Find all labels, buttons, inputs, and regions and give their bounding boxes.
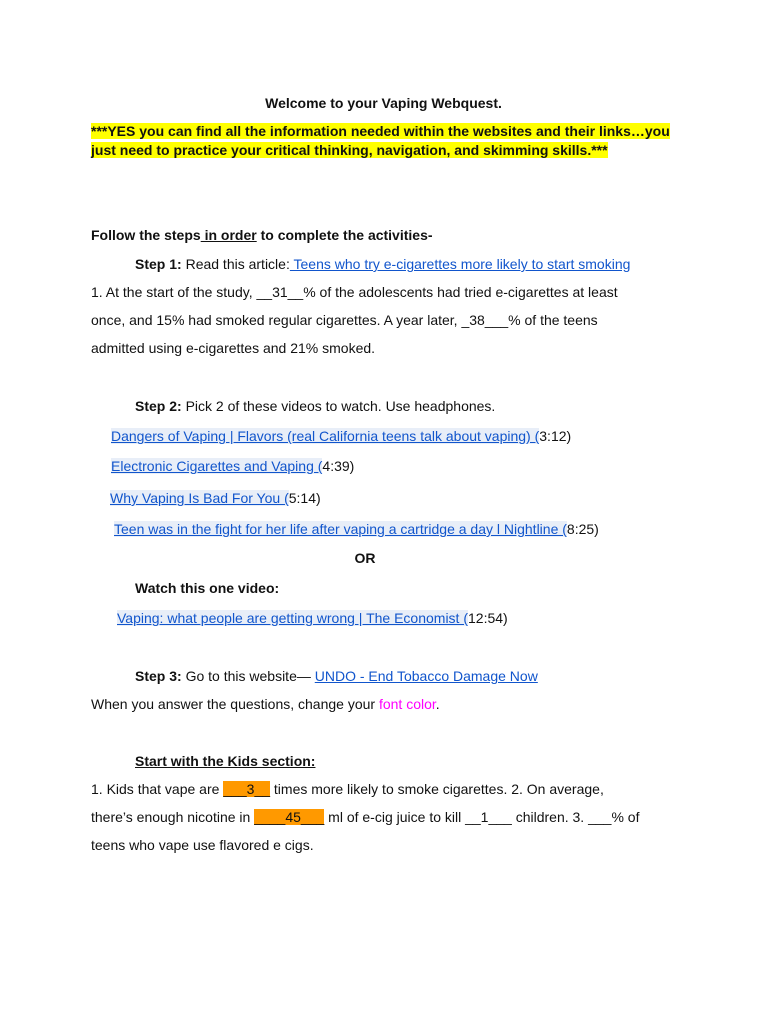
video-duration: 8:25): [566, 521, 599, 537]
step3-label: Step 3:: [135, 668, 182, 684]
kids-section-heading: Start with the Kids section:: [135, 753, 316, 769]
step2-label: Step 2:: [135, 398, 182, 414]
answer-blank-45: ____45___: [254, 809, 325, 825]
notice-line-1: [91, 122, 670, 140]
follow-instructions: [91, 226, 433, 244]
answer-blank-3: ___3__: [223, 781, 271, 797]
kids-l1-text-b: times more likely to smoke cigarettes. 2. On average,: [270, 781, 604, 797]
page-title: Welcome to your Vaping Webquest.: [265, 95, 502, 111]
step1-text: Read this article:: [181, 256, 290, 272]
notice-line-2: [91, 141, 608, 159]
follow-prefix: Follow the steps: [91, 227, 201, 243]
follow-emphasis: in order: [200, 227, 257, 243]
kids-answer-line-2: [91, 808, 639, 826]
step1-answer-line-1: 1. At the start of the study, __31__% of the adolescents had tried e-cigarettes at least: [91, 284, 618, 300]
kids-l2-text-a: there’s enough nicotine in: [91, 809, 255, 825]
video-link-electronic[interactable]: Electronic Cigarettes and Vaping (: [111, 458, 323, 474]
step1-label: Step 1:: [135, 256, 182, 272]
video-duration: 5:14): [288, 490, 321, 506]
notice-highlight-1: ***YES you can find all the information needed within the websites and their links…you: [91, 123, 670, 139]
video-link-dangers[interactable]: Dangers of Vaping | Flavors (real California teens talk about vaping) (: [111, 428, 540, 444]
video-link-why-bad[interactable]: Why Vaping Is Bad For You (: [110, 490, 289, 506]
font-color-text: font color: [378, 696, 436, 712]
kids-answer-line-1: [91, 780, 604, 798]
video-duration: 4:39): [322, 458, 355, 474]
video-row: [114, 520, 599, 538]
video-row: [110, 489, 321, 507]
video-row: [111, 457, 354, 475]
step2-text: Pick 2 of these videos to watch. Use headphones.: [181, 398, 496, 414]
video-duration: 12:54): [468, 610, 508, 626]
step1-article-link[interactable]: Teens who try e-cigarettes more likely to start smoking: [289, 256, 631, 272]
watch-one-heading: Watch this one video:: [135, 580, 280, 596]
step1-row: [135, 255, 630, 273]
step3-website-link[interactable]: UNDO - End Tobacco Damage Now: [314, 668, 538, 684]
kids-l1-text-a: 1. Kids that vape are: [91, 781, 224, 797]
follow-suffix: to complete the activities-: [256, 227, 433, 243]
video-row: [117, 609, 508, 627]
video-row: [111, 427, 571, 445]
kids-answer-line-3: teens who vape use flavored e cigs.: [91, 837, 314, 853]
notice-highlight-2: just need to practice your critical thinking, navigation, and skimming skills.***: [91, 142, 608, 158]
step2-row: [135, 397, 495, 415]
step1-answer-line-2: once, and 15% had smoked regular cigarettes. A year later, _38___% of the teens: [91, 312, 598, 328]
instruction-suffix: .: [435, 696, 440, 712]
step3-instruction: [91, 695, 440, 713]
step3-text: Go to this website—: [181, 668, 315, 684]
video-duration: 3:12): [539, 428, 572, 444]
or-divider: OR: [354, 550, 376, 566]
instruction-prefix: When you answer the questions, change your: [91, 696, 379, 712]
step3-row: [135, 667, 538, 685]
kids-l2-text-b: ml of e-cig juice to kill __1___ children. 3. ___% of: [324, 809, 640, 825]
step1-answer-line-3: admitted using e-cigarettes and 21% smoked.: [91, 340, 376, 356]
video-link-economist[interactable]: Vaping: what people are getting wrong | The Economist (: [117, 610, 468, 626]
video-link-nightline[interactable]: Teen was in the fight for her life after vaping a cartridge a day l Nightline (: [114, 521, 567, 537]
